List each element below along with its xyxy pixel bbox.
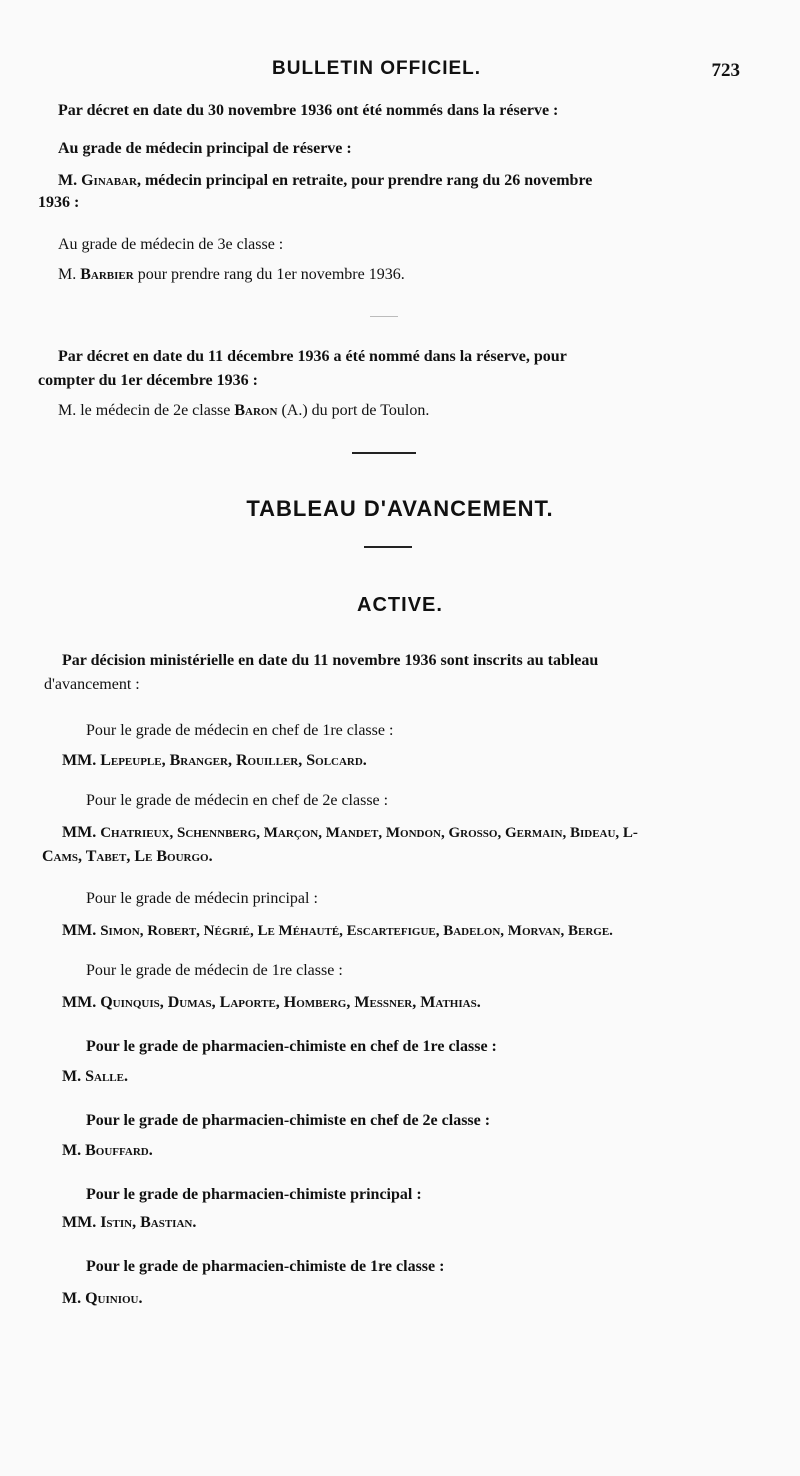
subsection-title: ACTIVE. xyxy=(357,594,443,616)
decision-line1: Par décision ministérielle en date du 11 novembre 1936 sont inscrits au tableau xyxy=(62,652,599,669)
entry-prefix: M. xyxy=(58,266,77,283)
names-list: Quiniou. xyxy=(85,1290,143,1307)
names-prefix: M. xyxy=(62,1290,82,1307)
grade-title: Pour le grade de médecin en chef de 1re classe : xyxy=(86,722,394,739)
grade-names xyxy=(62,1214,196,1232)
grade-names xyxy=(62,752,367,770)
names-prefix: M. xyxy=(62,1142,82,1159)
decree2-intro-line1: Par décret en date du 11 décembre 1936 a été nommé dans la réserve, pour xyxy=(58,348,567,365)
person-name: Ginabar xyxy=(81,172,137,189)
separator-rule xyxy=(364,546,412,548)
names-list: Simon, Robert, Négrié, Le Méhauté, Escartefigue, Badelon, Morvan, Berge. xyxy=(100,923,613,939)
person-name: Baron xyxy=(234,402,278,419)
names-list: Bouffard. xyxy=(85,1142,153,1159)
grade-title: Pour le grade de pharmacien-chimiste en chef de 2e classe : xyxy=(86,1112,491,1129)
names-prefix: MM. xyxy=(62,1214,97,1231)
entry-text: pour prendre rang du 1er novembre 1936. xyxy=(137,266,405,283)
separator-rule xyxy=(370,316,398,317)
entry-prefix: M. xyxy=(58,172,78,189)
person-name: Barbier xyxy=(80,266,134,283)
separator-rule xyxy=(352,452,416,454)
grade-names xyxy=(62,922,613,940)
entry-text: M. le médecin de 2e classe xyxy=(58,402,231,419)
grade-names xyxy=(62,824,638,842)
grade-title: Pour le grade de médecin en chef de 2e classe : xyxy=(86,792,389,809)
decree2-entry xyxy=(58,402,429,420)
names-prefix: M. xyxy=(62,1068,82,1085)
names-prefix: MM. xyxy=(62,824,97,841)
decision-line2: d'avancement : xyxy=(44,676,140,693)
names-prefix: MM. xyxy=(62,752,97,769)
page-number: 723 xyxy=(711,60,740,81)
grade-names xyxy=(62,994,481,1012)
grade-title: Pour le grade de pharmacien-chimiste de 1re classe : xyxy=(86,1258,445,1275)
names-prefix: MM. xyxy=(62,922,97,939)
decree1-entry1 xyxy=(58,172,592,190)
names-list: Quinquis, Dumas, Laporte, Homberg, Messner, Mathias. xyxy=(100,994,481,1011)
grade-title: Pour le grade de pharmacien-chimiste principal : xyxy=(86,1186,422,1203)
decree1-intro: Par décret en date du 30 novembre 1936 ont été nommés dans la réserve : xyxy=(58,102,559,119)
names-list: Istin, Bastian. xyxy=(100,1214,197,1231)
page-header xyxy=(0,58,800,88)
names-list: Chatrieux, Schennberg, Marçon, Mandet, Mondon, Grosso, Germain, Bideau, L- xyxy=(100,825,638,841)
grade-names xyxy=(62,1142,153,1160)
grade-title: Pour le grade de médecin principal : xyxy=(86,890,318,907)
decree2-intro-line2: compter du 1er décembre 1936 : xyxy=(38,372,258,389)
grade-title: Pour le grade de pharmacien-chimiste en chef de 1re classe : xyxy=(86,1038,497,1055)
decree1-grade1: Au grade de médecin principal de réserve : xyxy=(58,140,352,157)
decree1-grade2: Au grade de médecin de 3e classe : xyxy=(58,236,284,253)
grade-names xyxy=(62,1068,128,1086)
names-list: Salle. xyxy=(85,1068,128,1085)
decree1-entry2 xyxy=(58,266,405,284)
grade-names xyxy=(62,1290,143,1308)
names-list: Lepeuple, Branger, Rouiller, Solcard. xyxy=(100,752,367,769)
decree1-entry1-cont: 1936 : xyxy=(38,194,80,211)
grade-title: Pour le grade de médecin de 1re classe : xyxy=(86,962,343,979)
grade-names-cont: Cams, Tabet, Le Bourgo. xyxy=(42,848,213,865)
running-title: BULLETIN OFFICIEL. xyxy=(272,58,482,79)
section-title: TABLEAU D'AVANCEMENT. xyxy=(246,496,554,521)
names-prefix: MM. xyxy=(62,994,97,1011)
entry-text: (A.) du port de Toulon. xyxy=(281,402,430,419)
entry-text: , médecin principal en retraite, pour prendre rang du 26 novembre xyxy=(136,172,593,189)
